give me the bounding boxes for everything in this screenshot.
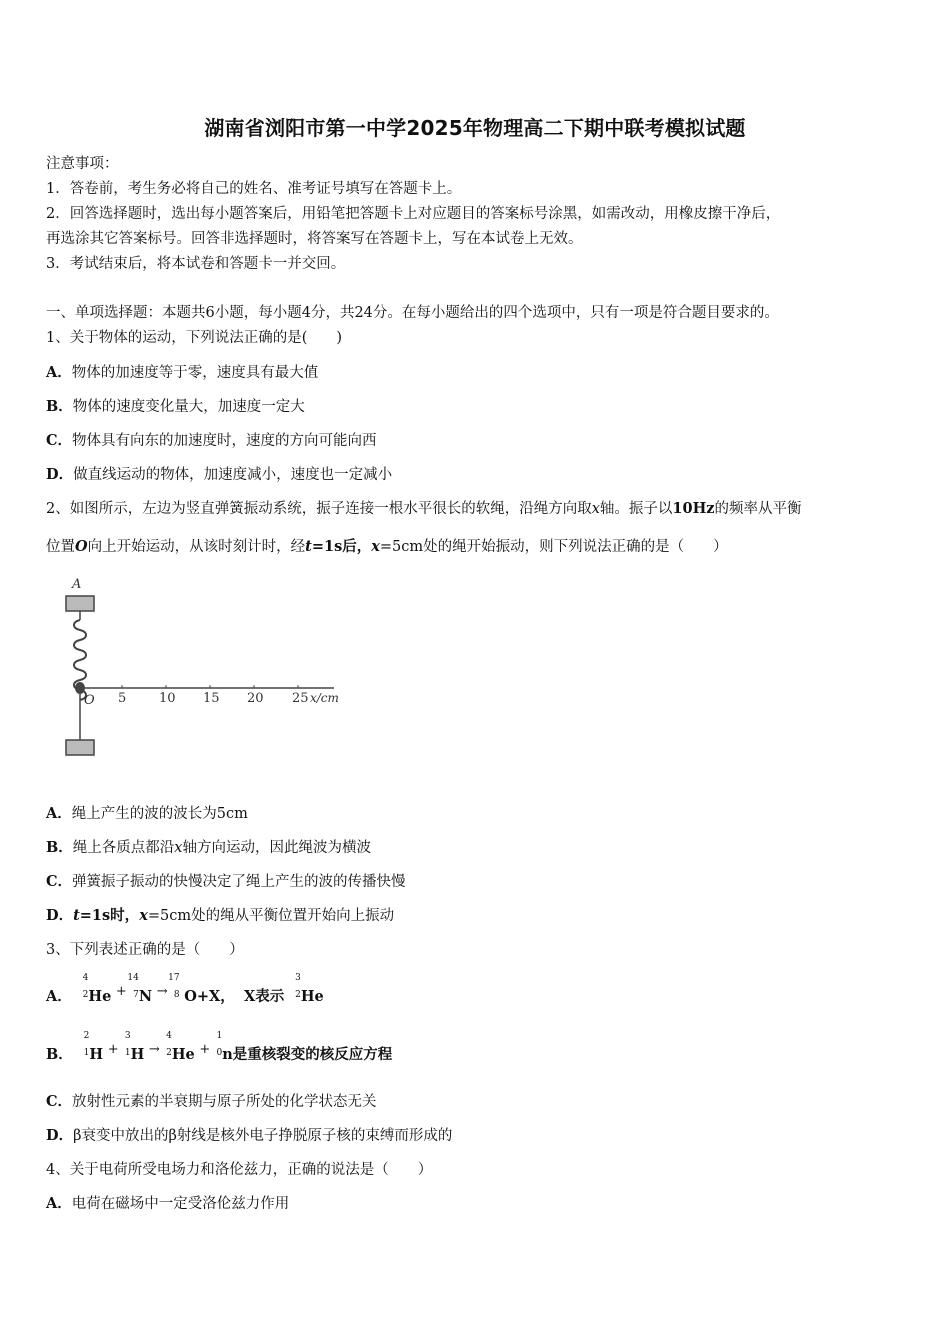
hydrogen-symbol: H [89,1046,104,1063]
option-text: 弹簧振子振动的快慢决定了绳上产生的波的传播快慢 [72,874,406,890]
nitrogen-symbol: N [138,988,153,1005]
axis-label: x/cm [310,691,339,705]
option-text: n是重核裂变的核反应方程 [222,1046,393,1063]
tick-label: 20 [247,691,264,706]
nuclide-indices [210,1031,223,1059]
notice-item: 3．考试结束后，将本试卷和答题卡一并交回。 [46,256,346,272]
stem-text: 2、如图所示，左边为竖直弹簧振动系统，振子连接一根水平很长的软绳，沿绳方向取 [46,501,592,517]
spring-wave-figure [44,572,354,767]
question-1-option-c [46,429,377,450]
question-3-option-a [46,973,324,1006]
reaction-product: O+X， [184,988,235,1005]
question-2-option-d [46,904,394,925]
nuclide-indices [77,1031,90,1059]
question-1-stem: 1、关于物体的运动，下列说法正确的是( ) [46,330,343,346]
option-text: 轴方向运动，因此绳波为横波 [182,840,371,856]
question-2-stem-line-1 [46,497,802,518]
atomic-number: 2 [295,990,301,1000]
helium-symbol: He [300,988,324,1005]
option-text: X表示 [243,988,285,1005]
notice-item: 再选涂其它答案标号。回答非选择题时，将答案写在答题卡上，写在本试卷上无效。 [46,231,583,247]
plus-sign: + [115,984,127,999]
arrow-icon: → [156,984,168,999]
option-label: A． [46,988,72,1005]
mass-number: 14 [127,973,139,983]
nuclide-indices [289,973,301,1001]
option-label: B． [46,398,73,415]
question-1-option-d [46,463,392,484]
atomic-number: 0 [216,1048,223,1058]
atomic-number: 1 [124,1048,131,1058]
option-text: 电荷在磁场中一定受洛伦兹力作用 [71,1196,290,1212]
question-2-stem-line-2 [46,535,728,556]
stem-text: =1s后， [311,538,372,555]
variable-x: x [174,840,183,856]
atomic-number: 2 [82,990,89,1000]
option-text: 放射性元素的半衰期与原子所处的化学状态无关 [72,1094,377,1110]
option-label: C． [46,432,73,449]
variable-t: t [305,538,312,555]
question-1-option-b [46,395,305,416]
atomic-number: 8 [173,990,180,1000]
question-1-option-a [46,361,318,382]
mass-number: 3 [295,973,301,983]
stem-text: 向上开始运动，从该时刻计时，经 [87,539,306,555]
mass-number: 17 [168,973,180,983]
atomic-number: 1 [83,1048,90,1058]
option-label: B． [46,839,73,856]
stem-text: =5cm处的绳开始振动，则下列说法正确的是（ ） [379,539,728,555]
question-2-option-c [46,870,406,891]
plus-sign: + [199,1042,211,1057]
tick-label: 25 [292,691,309,706]
question-3-stem: 3、下列表述正确的是（ ） [46,942,244,958]
notice-heading: 注意事项： [46,156,119,172]
origin-label: O [84,693,95,708]
option-label: C． [46,873,73,890]
tick-label: 15 [203,691,220,706]
question-4-option-a [46,1192,289,1213]
section-heading: 一、单项选择题：本题共6小题，每小题4分，共24分。在每小题给出的四个选项中，只有一项是符合题目要求的。 [46,305,779,321]
mass-number: 2 [83,1031,90,1041]
mass-number: 3 [124,1031,131,1041]
arrow-icon: → [148,1042,160,1057]
variable-x: x [371,538,380,555]
option-text: β衰变中放出的β射线是核外电子挣脱原子核的束缚而形成的 [73,1128,453,1144]
option-label: A． [46,805,72,822]
option-label: A． [46,364,72,381]
nuclide-indices [160,1031,172,1059]
option-text: 绳上产生的波的波长为5cm [71,806,248,822]
option-text: 物体的加速度等于零，速度具有最大值 [71,365,319,381]
mass-number: 4 [166,1031,172,1041]
option-text: 物体的速度变化量大，加速度一定大 [72,399,305,415]
option-label: C． [46,1093,73,1110]
option-label: D． [46,466,74,483]
question-2-option-a [46,802,248,823]
notice-item: 1．答卷前，考生务必将自己的姓名、准考证号填写在答题卡上。 [46,181,462,197]
tick-label: 5 [118,691,127,706]
question-2-option-b [46,836,371,857]
atomic-number: 2 [166,1048,172,1058]
hydrogen-symbol: H [130,1046,145,1063]
option-text: =1s时， [79,907,140,924]
option-label: D． [46,907,74,924]
notice-item: 2．回答选择题时，选出每小题答案后，用铅笔把答题卡上对应题目的答案标号涂黑，如需改动，用橡皮擦干净后， [46,206,781,222]
bottom-support-block [66,740,94,755]
option-label: A． [46,1195,72,1212]
helium-symbol: He [171,1046,195,1063]
variable-t: t [73,907,80,924]
option-label: B． [46,1046,73,1063]
page-title: 湖南省浏阳市第一中学2025年物理高二下期中联考模拟试题 [204,116,746,140]
variable-x: x [139,907,148,924]
mass-number: 1 [216,1031,223,1041]
mass-number: 4 [82,973,89,983]
question-3-option-c [46,1090,377,1111]
option-label: D． [46,1127,74,1144]
frequency-value: 10Hz [672,500,715,517]
nuclide-indices [119,1031,131,1059]
top-support-block [66,596,94,611]
option-text: =5cm处的绳从平衡位置开始向上振动 [147,908,395,924]
nuclide-indices [76,973,89,1001]
tick-label: 10 [159,691,176,706]
helium-symbol: He [88,988,112,1005]
question-3-option-b [46,1031,393,1064]
variable-x: x [591,501,600,517]
variable-o: O [75,538,88,555]
option-text: 物体具有向东的加速度时，速度的方向可能向西 [72,433,377,449]
plus-sign: + [107,1042,119,1057]
nuclide-indices [168,973,180,1001]
option-text: 绳上各质点都沿 [72,840,175,856]
option-text: 做直线运动的物体，加速度减小，速度也一定减小 [73,467,393,483]
atomic-number: 7 [133,990,139,1000]
stem-text: 位置 [46,539,75,555]
question-3-option-d [46,1124,452,1145]
nuclide-indices [127,973,139,1001]
figure-label-a: A [72,577,82,592]
stem-text: 轴。振子以 [599,501,673,517]
question-4-stem: 4、关于电荷所受电场力和洛伦兹力，正确的说法是（ ） [46,1162,433,1178]
stem-text: 的频率从平衡 [714,501,802,517]
